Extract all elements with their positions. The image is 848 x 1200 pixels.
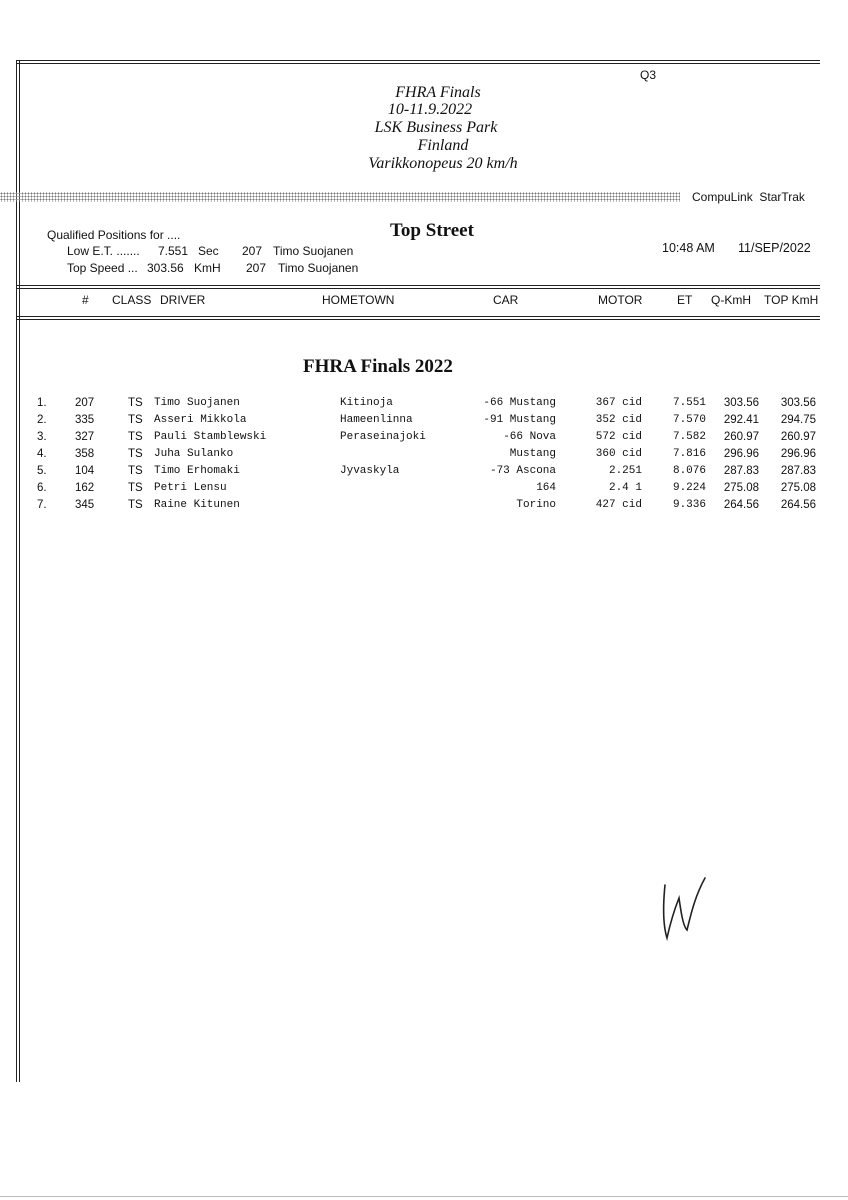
header-top-line xyxy=(16,285,820,286)
left-border xyxy=(16,60,17,1082)
result-number: 335 xyxy=(75,414,95,426)
left-border-inner xyxy=(19,60,20,1082)
table-row xyxy=(0,431,848,448)
result-car: -66 Mustang xyxy=(483,397,556,409)
top-border-inner xyxy=(16,63,820,64)
result-q-kmh: 303.56 xyxy=(723,397,759,409)
result-driver: Juha Sulanko xyxy=(154,448,234,460)
result-number: 358 xyxy=(75,448,95,460)
result-q-kmh: 260.97 xyxy=(723,431,759,443)
low-et-driver: Timo Suojanen xyxy=(273,244,354,258)
header-top-line-inner xyxy=(16,288,820,289)
result-motor: 427 cid xyxy=(595,499,642,511)
low-et-number: 207 xyxy=(242,244,263,258)
table-row xyxy=(0,482,848,499)
result-hometown: Hameenlinna xyxy=(340,414,413,426)
top-speed-unit: KmH xyxy=(194,261,221,275)
table-row xyxy=(0,465,848,482)
low-et-row xyxy=(0,244,848,260)
col-car: CAR xyxy=(493,293,519,307)
result-q-kmh: 275.08 xyxy=(723,482,759,494)
result-class: TS xyxy=(128,397,143,409)
result-top-kmh: 296.96 xyxy=(780,448,816,460)
dotted-separator xyxy=(0,192,680,202)
result-et: 9.336 xyxy=(672,499,706,511)
event-venue: LSK Business Park xyxy=(374,119,498,136)
table-row xyxy=(0,414,848,431)
col-hometown: HOMETOWN xyxy=(322,293,395,307)
result-class: TS xyxy=(128,414,143,426)
col-et: ET xyxy=(677,293,693,307)
result-motor: 572 cid xyxy=(595,431,642,443)
result-hometown: Kitinoja xyxy=(340,397,393,409)
result-et: 7.570 xyxy=(672,414,706,426)
result-motor: 2.251 xyxy=(608,465,642,477)
result-motor: 360 cid xyxy=(595,448,642,460)
result-hometown: Peraseinajoki xyxy=(340,431,426,443)
top-speed-number: 207 xyxy=(246,261,267,275)
result-et: 8.076 xyxy=(672,465,706,477)
result-position: 2. xyxy=(37,414,47,426)
result-class: TS xyxy=(128,448,143,460)
top-border xyxy=(16,60,820,61)
result-top-kmh: 260.97 xyxy=(780,431,816,443)
result-driver: Petri Lensu xyxy=(154,482,227,494)
qualified-label: Qualified Positions for .... xyxy=(47,228,181,242)
result-car: -66 Nova xyxy=(503,431,556,443)
result-motor: 2.4 1 xyxy=(608,482,642,494)
result-class: TS xyxy=(128,499,143,511)
result-motor: 367 cid xyxy=(595,397,642,409)
col-motor: MOTOR xyxy=(598,293,643,307)
col-driver: DRIVER xyxy=(160,293,206,307)
event-dates: 10-11.9.2022 xyxy=(387,101,473,118)
event-country: Finland xyxy=(417,137,469,154)
result-hometown: Jyvaskyla xyxy=(340,465,400,477)
result-position: 6. xyxy=(37,482,47,494)
class-title: Top Street xyxy=(390,220,474,241)
result-driver: Timo Erhomaki xyxy=(154,465,240,477)
result-top-kmh: 275.08 xyxy=(780,482,816,494)
page-code: Q3 xyxy=(640,68,657,82)
top-speed-label: Top Speed ... xyxy=(67,261,138,275)
result-number: 207 xyxy=(75,397,95,409)
report-date: 11/SEP/2022 xyxy=(738,241,811,255)
result-q-kmh: 292.41 xyxy=(723,414,759,426)
timing-system-label: CompuLink StarTrak xyxy=(692,190,805,204)
result-driver: Raine Kitunen xyxy=(154,499,240,511)
result-et: 7.551 xyxy=(672,397,706,409)
result-number: 162 xyxy=(75,482,95,494)
top-speed-row xyxy=(0,261,848,277)
result-car: Torino xyxy=(516,499,556,511)
result-top-kmh: 264.56 xyxy=(780,499,816,511)
result-position: 7. xyxy=(37,499,47,511)
table-row xyxy=(0,448,848,465)
signature xyxy=(655,870,715,950)
result-class: TS xyxy=(128,465,143,477)
result-car: -73 Ascona xyxy=(489,465,556,477)
table-row xyxy=(0,397,848,414)
result-top-kmh: 303.56 xyxy=(780,397,816,409)
header-bottom-line xyxy=(16,316,820,317)
result-et: 7.582 xyxy=(672,431,706,443)
low-et-unit: Sec xyxy=(198,244,219,258)
result-q-kmh: 296.96 xyxy=(723,448,759,460)
result-top-kmh: 294.75 xyxy=(780,414,816,426)
result-driver: Pauli Stamblewski xyxy=(154,431,267,443)
result-q-kmh: 264.56 xyxy=(723,499,759,511)
result-number: 104 xyxy=(75,465,95,477)
event-name: FHRA Finals xyxy=(395,84,481,101)
low-et-label: Low E.T. ....... xyxy=(67,244,140,258)
result-class: TS xyxy=(128,431,143,443)
result-car: 164 xyxy=(536,482,556,494)
result-driver: Asseri Mikkola xyxy=(154,414,247,426)
result-position: 4. xyxy=(37,448,47,460)
result-top-kmh: 287.83 xyxy=(780,465,816,477)
result-q-kmh: 287.83 xyxy=(723,465,759,477)
header-bottom-line-inner xyxy=(16,319,820,320)
bottom-edge-line xyxy=(0,1196,848,1197)
result-number: 327 xyxy=(75,431,95,443)
event-pit-speed: Varikkonopeus 20 km/h xyxy=(368,155,518,172)
col-q-kmh: Q-KmH xyxy=(711,293,751,307)
top-speed-value: 303.56 xyxy=(147,261,184,275)
result-car: -91 Mustang xyxy=(483,414,556,426)
result-position: 3. xyxy=(37,431,47,443)
top-speed-driver: Timo Suojanen xyxy=(278,261,359,275)
result-et: 9.224 xyxy=(672,482,706,494)
result-et: 7.816 xyxy=(672,448,706,460)
result-number: 345 xyxy=(75,499,95,511)
result-class: TS xyxy=(128,482,143,494)
report-time: 10:48 AM xyxy=(662,241,715,255)
result-driver: Timo Suojanen xyxy=(154,397,240,409)
result-position: 1. xyxy=(37,397,47,409)
table-row xyxy=(0,499,848,516)
result-car: Mustang xyxy=(509,448,556,460)
result-motor: 352 cid xyxy=(595,414,642,426)
result-position: 5. xyxy=(37,465,47,477)
low-et-value: 7.551 xyxy=(158,244,189,258)
col-top-kmh: TOP KmH xyxy=(764,293,819,307)
col-class: CLASS xyxy=(112,293,152,307)
section-title: FHRA Finals 2022 xyxy=(303,356,453,377)
col-num: # xyxy=(82,293,89,307)
